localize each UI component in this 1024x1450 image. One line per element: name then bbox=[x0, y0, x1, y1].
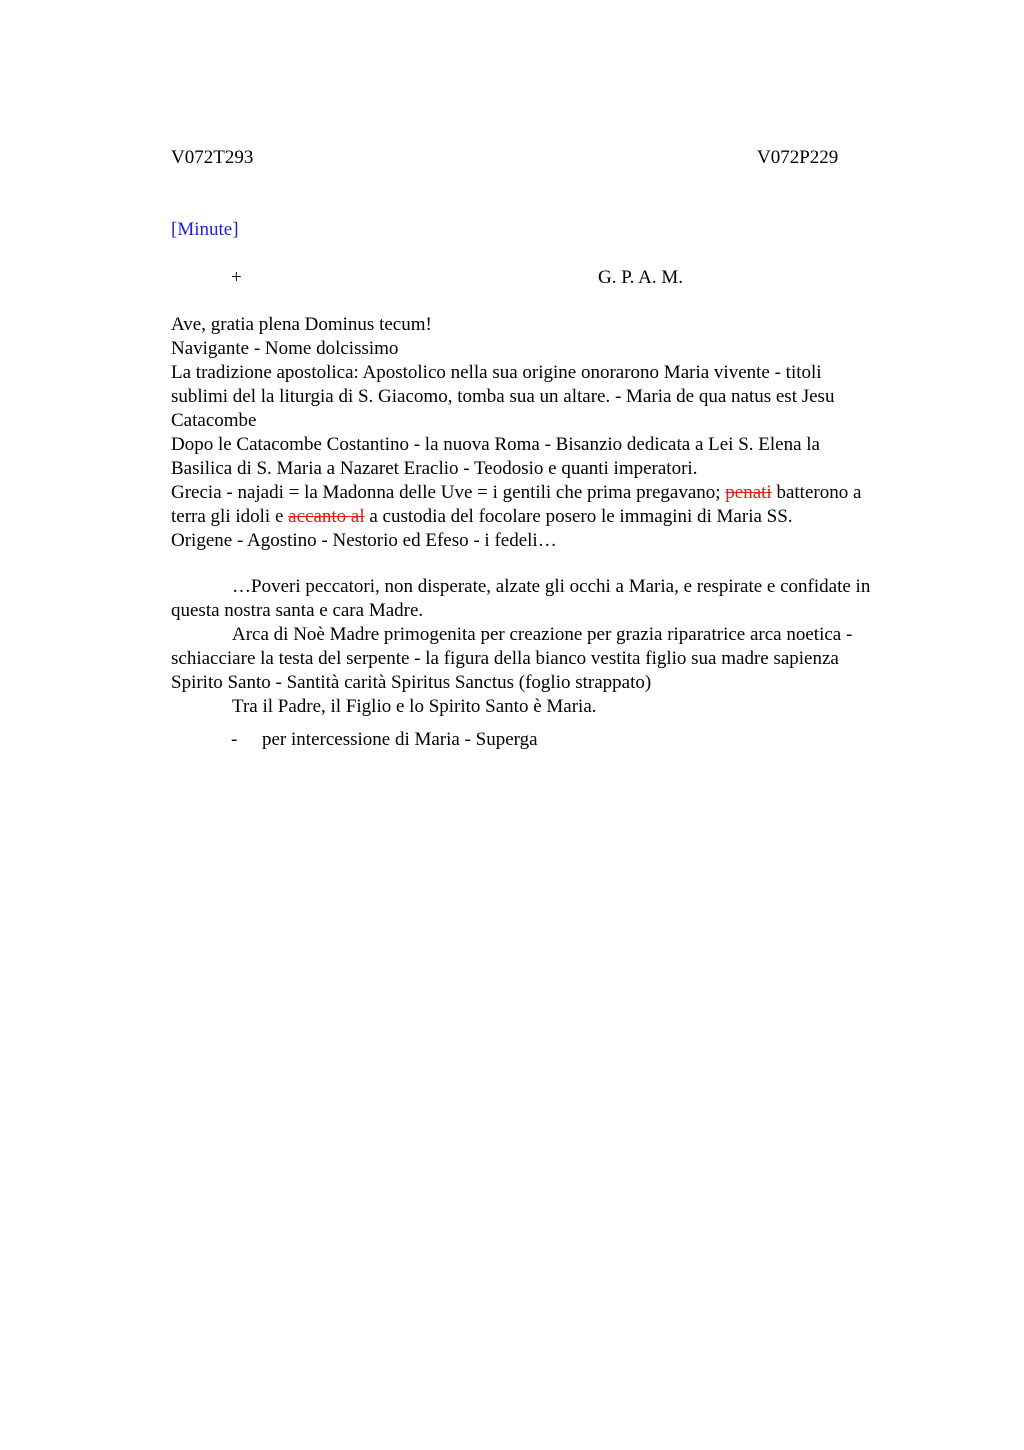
text-line-indented: Tra il Padre, il Figlio e lo Spirito Santo è Maria. bbox=[232, 696, 597, 717]
text-line-with-deletion bbox=[171, 481, 931, 505]
text-segment: Grecia - najadi = la Madonna delle Uve = i gentili che prima pregavano; bbox=[171, 482, 726, 503]
bullet-text: per intercessione di Maria - Superga bbox=[262, 729, 538, 750]
bullet-item bbox=[231, 728, 538, 752]
text-segment: batterono a bbox=[771, 482, 862, 503]
cross-symbol: + bbox=[231, 267, 242, 288]
minute-label: [Minute] bbox=[171, 219, 239, 240]
text-block-2 bbox=[171, 575, 931, 719]
text-line: Navigante - Nome dolcissimo bbox=[171, 338, 399, 359]
text-line: La tradizione apostolica: Apostolico nella sua origine onorarono Maria vivente - titoli bbox=[171, 362, 822, 383]
document-code-right: V072P229 bbox=[757, 147, 839, 168]
text-line: Ave, gratia plena Dominus tecum! bbox=[171, 314, 432, 335]
text-line: Spirito Santo - Santità carità Spiritus Sanctus (foglio strappato) bbox=[171, 672, 652, 693]
text-line: Basilica di S. Maria a Nazaret Eraclio - Teodosio e quanti imperatori. bbox=[171, 458, 698, 479]
text-line: Catacombe bbox=[171, 410, 257, 431]
text-line-indented: …Poveri peccatori, non disperate, alzate gli occhi a Maria, e respirate e confidate in bbox=[232, 576, 871, 597]
text-line: sublimi del la liturgia di S. Giacomo, tomba sua un altare. - Maria de qua natus est Jesu bbox=[171, 386, 835, 407]
text-line: schiacciare la testa del serpente - la figura della bianco vestita figlio sua madre sapienza bbox=[171, 648, 839, 669]
text-line-with-deletion bbox=[171, 505, 931, 529]
text-block-1 bbox=[171, 313, 931, 553]
text-line: questa nostra santa e cara Madre. bbox=[171, 600, 424, 621]
text-line: Origene - Agostino - Nestorio ed Efeso - i fedeli… bbox=[171, 530, 557, 551]
document-code-left: V072T293 bbox=[171, 147, 254, 168]
text-segment: terra gli idoli e bbox=[171, 506, 289, 527]
deleted-words: accanto al bbox=[288, 506, 365, 527]
text-line: Dopo le Catacombe Costantino - la nuova Roma - Bisanzio dedicata a Lei S. Elena la bbox=[171, 434, 820, 455]
text-line-indented: Arca di Noè Madre primogenita per creazione per grazia riparatrice arca noetica - bbox=[232, 624, 853, 645]
text-segment: a custodia del focolare posero le immagini di Maria SS. bbox=[364, 506, 793, 527]
bullet-dash: - bbox=[231, 729, 238, 750]
deleted-word: penati bbox=[725, 482, 772, 503]
gpam-heading: G. P. A. M. bbox=[598, 267, 683, 288]
